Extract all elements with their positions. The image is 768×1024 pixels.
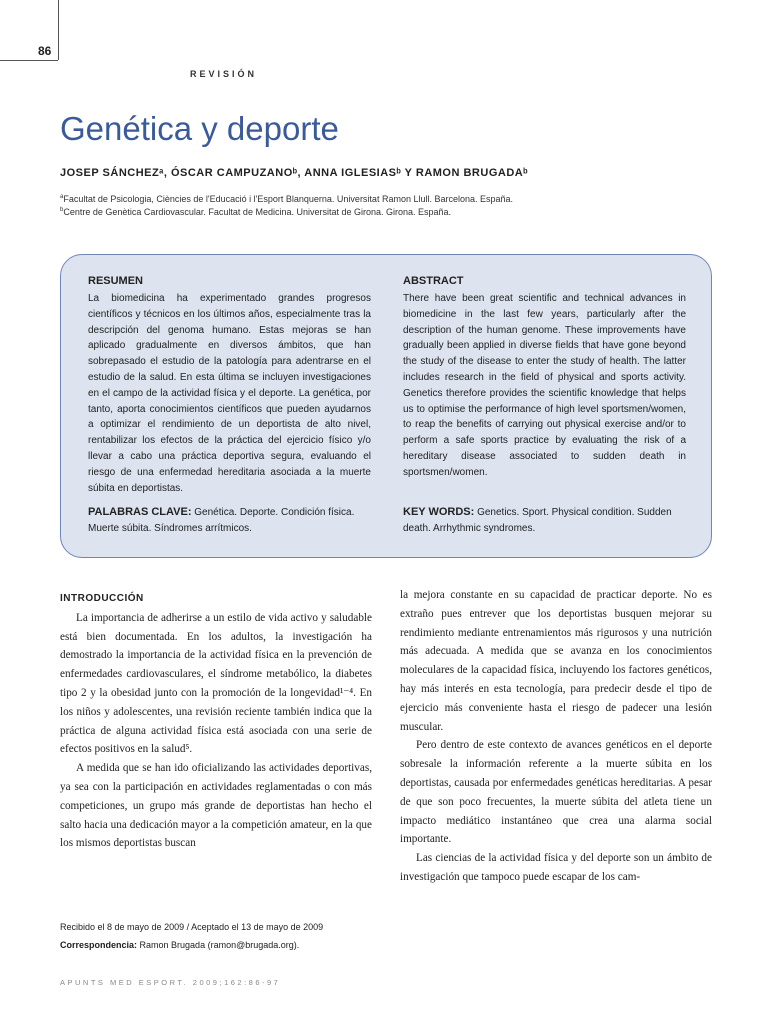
body-paragraph: La importancia de adherirse a un estilo de vida activo y saludable está bien documentada. En los adultos, la investigación ha demostrado la importancia de la actividad física en la prevención de enfermedades cardiovasculares, el síndrome metabólico, la diabetes tipo 2 y la obesidad junto con la promoción de la longevidad¹⁻⁴. En los niños y adolescentes, una revisión reciente también indica que la práctica de alguna actividad física está asociada con una serie de efectos positivos en la salud⁵.	[60, 611, 372, 756]
page-number: 86	[38, 44, 52, 58]
journal-citation: APUNTS MED ESPORT. 2009;162:86-97	[60, 978, 281, 987]
abstract-column	[403, 275, 686, 481]
palabras-clave	[88, 505, 371, 537]
body-paragraph: Las ciencias de la actividad física y del deporte son un ámbito de investigación que tampoco puede escapar de los cam-	[400, 852, 712, 883]
body-left-column	[60, 590, 372, 853]
body-paragraph: A medida que se han ido oficializando las actividades deportivas, ya sea con la participación en actividades reglamentadas o con más competiciones, un grupo más grande de deportistas han hecho el salto hacia una dedicación mayor a la competición amateur, en la que los mismos deportistas buscan	[60, 762, 372, 850]
body-paragraph: la mejora constante en su capacidad de practicar deporte. No es extraño pues entrever que los deportistas busquen mejorar su rendimiento mediante entrenamientos más rigurosos y una nutrición más adecuada. A medida que se avanza en los conocimientos moleculares de la capacidad física, incluyendo los factores genéticos, hay más interés en esta tecnología, para predecir desde el tipo de ejercicio más conveniente hasta el riesgo de padecer una lesión muscular.	[400, 589, 712, 733]
margin-vertical-rule	[58, 0, 59, 60]
author-list: JOSEP SÁNCHEZᵃ, ÓSCAR CAMPUZANOᵇ, ANNA IGLESIASᵇ Y RAMON BRUGADAᵇ	[60, 167, 529, 179]
section-label: REVISIÓN	[190, 69, 258, 79]
received-dates: Recibido el 8 de mayo de 2009 / Aceptado el 13 de mayo de 2009	[60, 922, 324, 932]
margin-horizontal-rule	[0, 60, 58, 61]
intro-heading: INTRODUCCIÓN	[60, 593, 144, 604]
abstract-heading: ABSTRACT	[403, 275, 464, 287]
key-words-label: KEY WORDS:	[403, 506, 475, 518]
affiliation-a	[60, 194, 513, 204]
affiliation-b	[60, 207, 451, 217]
palabras-clave-text: Genética. Deporte. Condición física. Muerte súbita. Síndromes arrítmicos.	[88, 507, 355, 534]
affiliation-text: Centre de Genètica Cardiovascular. Facultat de Medicina. Universitat de Girona. Girona. España.	[63, 207, 452, 217]
correspondence	[60, 940, 299, 950]
article-title: Genética y deporte	[60, 110, 339, 147]
correspondence-text: Ramon Brugada (ramon@brugada.org).	[139, 940, 300, 950]
affiliation-text: Facultat de Psicologia, Ciències de l'Educació i l'Esport Blanquerna. Universitat Ramon Llull. Barcelona. España.	[63, 194, 514, 204]
key-words	[403, 505, 686, 537]
affiliation-mark: a	[60, 194, 64, 200]
correspondence-label: Correspondencia:	[60, 940, 138, 950]
key-words-text: Genetics. Sport. Physical condition. Sudden death. Arrhythmic syndromes.	[403, 507, 672, 534]
body-paragraph: Pero dentro de este contexto de avances genéticos en el deporte sobresale la información referente a la muerte súbita en los deportistas, causada por enfermedades genéticas hereditarias. A pesar de que son poco frecuentes, la muerte súbita del atleta tiene un impacto mediático instantáneo que crea una alarma social importante.	[400, 739, 712, 846]
body-right-column	[400, 586, 712, 887]
abstract-box	[60, 254, 712, 558]
resumen-column	[88, 275, 371, 496]
resumen-heading: RESUMEN	[88, 275, 144, 287]
affiliation-mark: b	[60, 207, 64, 213]
resumen-text: La biomedicina ha experimentado grandes progresos científicos y técnicos en los últimos años, especialmente tras la descripción del genoma humano. Estas mejoras se han aplicado gradualmente en diversos ámbitos, que han sobrepasado el estudio de la patología para adentrarse en el estudio de la salud. En esta última se incluyen investigaciones en el campo de la actividad física y el deporte. La genética, por tanto, aporta conocimientos científicos que pueden ayudarnos a optimizar el rendimiento de un deportista de alto nivel, rentabilizar los efectos de la práctica del ejercicio físico y/o llevar a cabo una práctica deportiva segura, evaluando el riesgo de una enfermedad hereditaria asociada a la muerte súbita en deportistas.	[88, 293, 371, 494]
abstract-text: There have been great scientific and technical advances in biomedicine in the last few years, particularly after the description of the human genome. These improvements have gradually been applied in diverse fields that have gone beyond the study of the disease to enter the study of health. The latter includes research in the field of physical and sports activity. Genetics therefore provides the scientific knowledge that helps us to optimise the performance of high level sportsmen/women, to reap the benefits of carrying out physical exercise and/or to perform a safe sports practice by evaluating the risk of a hereditary disease associated to sudden death in sportsmen/women.	[403, 293, 686, 478]
palabras-clave-label: PALABRAS CLAVE:	[88, 506, 192, 518]
